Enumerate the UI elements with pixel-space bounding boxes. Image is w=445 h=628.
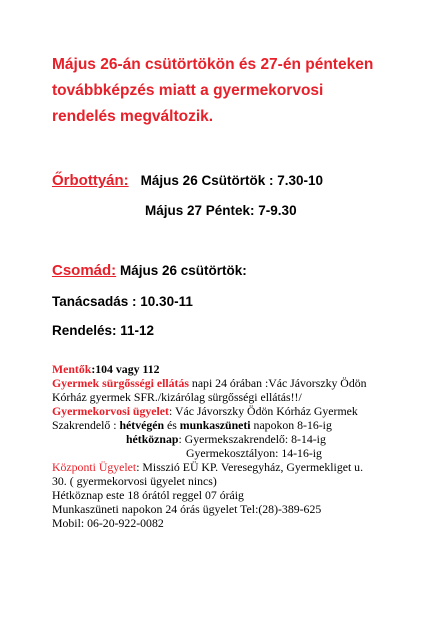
csomad-rendeles: Rendelés: 11-12	[52, 323, 155, 338]
orbottyan-line-1	[52, 172, 323, 189]
ugyelet-line-2	[52, 418, 437, 432]
kozponti-label: Központi Ügyelet	[52, 460, 137, 474]
mentok-value: :104 vagy 112	[91, 362, 160, 376]
surgos-label: Gyermek sürgősségi ellátás	[52, 376, 189, 390]
mentok-label: Mentők	[52, 362, 92, 376]
mentok-line	[52, 362, 437, 376]
ugyelet-text-1: : Vác Jávorszky Ödön Kórház Gyermek	[168, 404, 358, 418]
orbottyan-friday: Május 27 Péntek: 7-9.30	[145, 203, 297, 218]
ugyelet-line-1	[52, 404, 437, 418]
ugyelet-and: és	[164, 418, 180, 432]
kozponti-line-1	[52, 460, 437, 474]
ugyelet-line-4: Gyermekosztályon: 14-16-ig	[186, 446, 322, 460]
headline-line-2: továbbképzés miatt a gyermekorvosi	[52, 82, 324, 99]
headline-line-1: Május 26-án csütörtökön és 27-én pénteken	[52, 56, 374, 73]
ugyelet-bold-hetkoznap: hétköznap	[126, 432, 179, 446]
ugyelet-line-3	[52, 432, 437, 446]
ugyelet-text-2a: Szakrendelő :	[52, 418, 120, 432]
ugyelet-text-3: : Gyermekszakrendelő: 8-14-ig	[178, 432, 326, 446]
csomad-date: Május 26 csütörtök:	[119, 263, 247, 278]
orbottyan-thursday: Május 26 Csütörtök : 7.30-10	[140, 173, 323, 188]
surgos-line-2: Kórház gyermek SFR./kizárólag sürgősségi ellátás!!/	[52, 390, 302, 404]
headline	[52, 52, 432, 130]
mobil-line: Mobil: 06-20-922-0082	[52, 516, 164, 530]
surgos-text-1: napi 24 órában :Vác Jávorszky Ödön	[188, 376, 367, 390]
munkaszuneti-line: Munkaszüneti napokon 24 órás ügyelet Tel:(28)-389-625	[52, 502, 322, 516]
ugyelet-bold-hetvegen: hétvégén	[119, 418, 165, 432]
csomad-line	[52, 262, 247, 279]
hetkoznap-line: Hétköznap este 18 órától reggel 07 óráig	[52, 488, 244, 502]
csomad-tanacsadas: Tanácsadás : 10.30-11	[52, 294, 193, 309]
ugyelet-text-2b: napokon 8-16-ig	[250, 418, 332, 432]
ugyelet-label: Gyermekorvosi ügyelet	[52, 404, 169, 418]
headline-line-3: rendelés megváltozik.	[52, 108, 214, 125]
kozponti-text-1: : Misszió EÜ KP. Veresegyház, Gyermekliget u.	[136, 460, 364, 474]
surgos-line-1	[52, 376, 437, 390]
csomad-label: Csomád:	[52, 262, 117, 279]
orbottyan-label: Őrbottyán:	[52, 172, 129, 189]
emergency-info	[52, 362, 437, 530]
kozponti-line-2: 30. ( gyermekorvosi ügyelet nincs)	[52, 474, 217, 488]
ugyelet-bold-munkaszuneti: munkaszüneti	[179, 418, 251, 432]
